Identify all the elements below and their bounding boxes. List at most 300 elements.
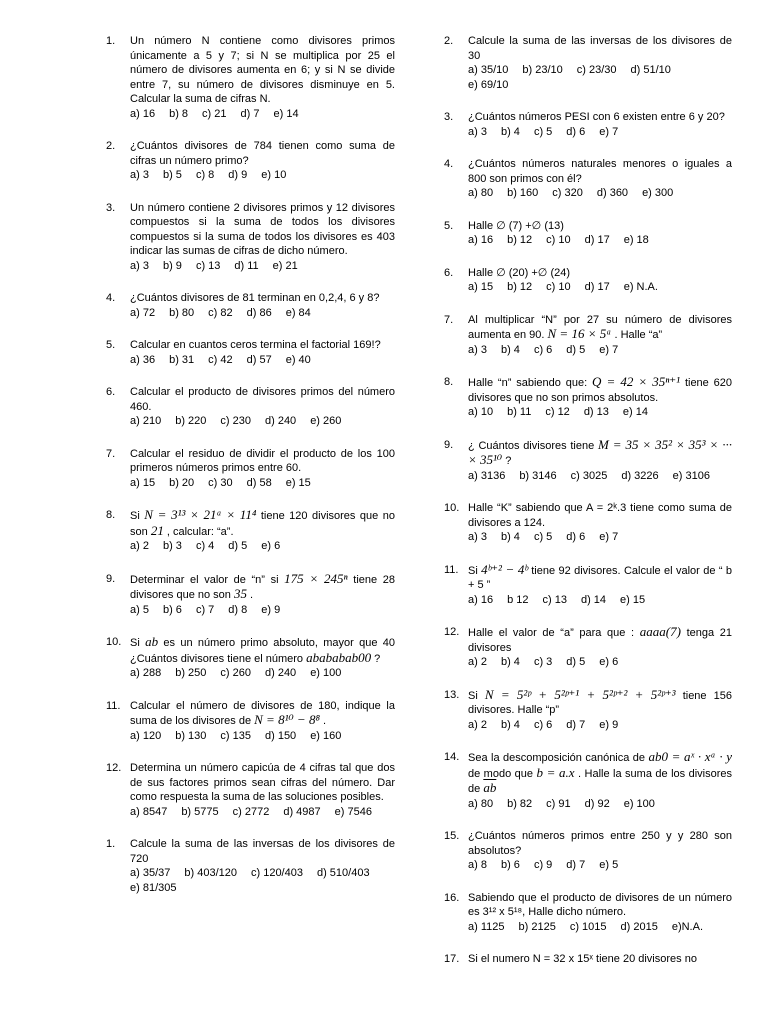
question-text — [468, 829, 732, 858]
question-number: 11. — [444, 563, 459, 576]
answer-option: b) 4 — [500, 656, 520, 668]
question-text-body: Halle ∅ (7) +∅ (13) — [468, 219, 564, 232]
question-item — [436, 266, 732, 295]
question-item — [436, 625, 732, 670]
question-text — [130, 338, 395, 353]
question-text-part: ? — [505, 455, 512, 467]
question-text-body: Un número contiene 2 divisores primos y 12 divisores compuestos si la suma de todos los divisores compuestos si la suma de todos los divisores es 403 indicar las sumas de cifras de dicho número. — [130, 201, 395, 257]
question-item — [436, 219, 732, 248]
question-number: 4. — [106, 292, 116, 304]
math-formula: N = 16 × 5ᵃ — [547, 326, 612, 341]
question-text-part: de modo que — [468, 767, 534, 780]
question-text-part: Sea la descomposición canónica de — [468, 752, 646, 764]
answer-option: d) 2015 — [620, 920, 658, 933]
answer-option: b) 4 — [500, 531, 520, 543]
answer-option: d) 7 — [240, 107, 260, 120]
question-text — [130, 508, 395, 539]
answer-option: e) 9 — [599, 718, 619, 731]
answer-options — [130, 666, 395, 681]
answer-option: d) 5 — [566, 343, 586, 356]
answer-option: c) 120/403 — [250, 867, 303, 879]
question-text — [130, 572, 395, 603]
question-text — [130, 291, 395, 306]
answer-option: a) 80 — [468, 797, 494, 810]
answer-option: e) 260 — [310, 415, 342, 427]
question-text — [468, 501, 732, 530]
answer-option: a) 3 — [130, 169, 149, 181]
question-number: 2. — [444, 35, 454, 47]
question-text-part: . — [323, 715, 327, 727]
question-text-part: , calcular: “a”. — [166, 525, 234, 538]
answer-option: e) N.A. — [623, 281, 658, 293]
math-formula: $\overline{ab}$ — [483, 780, 497, 795]
question-text-body: Halle ∅ (20) +∅ (24) — [468, 266, 571, 279]
question-item — [436, 375, 732, 420]
answer-options — [130, 476, 395, 491]
question-item — [98, 447, 395, 491]
answer-option: e) 160 — [310, 729, 342, 742]
answer-option: d) 510/403 — [316, 867, 370, 879]
question-number: 10. — [106, 636, 122, 648]
answer-option: a) 16 — [468, 593, 494, 606]
question-text-part: Si — [468, 564, 478, 577]
question-text — [468, 219, 732, 234]
question-number: 8. — [106, 509, 116, 521]
answer-option: a) 3 — [468, 125, 487, 138]
answer-options — [468, 593, 732, 608]
answer-option: e) 21 — [272, 259, 298, 272]
question-text-part: Determinar el valor de “n” si — [130, 573, 279, 586]
question-text-body: ¿Cuántos divisores de 81 terminan en 0,2,4, 6 y 8? — [130, 292, 380, 304]
math-formula: ab — [145, 634, 159, 649]
answer-option: c) 13 — [542, 593, 567, 606]
answer-option: b) 11 — [507, 406, 532, 418]
answer-option: b) 8 — [169, 107, 189, 120]
question-item — [98, 761, 395, 819]
question-text — [130, 699, 395, 729]
answer-option: a) 35/10 — [468, 64, 509, 76]
answer-option: e) 69/10 — [468, 78, 509, 91]
question-text-part: tenga 21 divisores — [468, 627, 733, 654]
answer-option: e) 6 — [599, 656, 619, 668]
answer-option: d) 14 — [580, 593, 607, 606]
question-item — [436, 829, 732, 873]
answer-option: a) 35/37 — [130, 867, 171, 879]
question-number: 11. — [106, 699, 121, 712]
answer-option: e) 7546 — [334, 805, 372, 818]
answer-options — [130, 866, 395, 895]
answer-options — [468, 343, 732, 358]
answer-option: a) 72 — [130, 306, 156, 319]
answer-option: b) 4 — [500, 343, 520, 356]
question-text-part: Si — [130, 637, 140, 649]
question-text — [130, 635, 395, 666]
answer-options — [468, 797, 732, 812]
answer-option: b) 20 — [169, 476, 195, 489]
answer-option: d) 11 — [234, 259, 259, 272]
answer-options — [130, 107, 395, 122]
answer-option: c) 230 — [220, 415, 251, 427]
question-number: 2. — [106, 140, 116, 152]
question-text — [468, 375, 732, 405]
question-item — [98, 385, 395, 429]
question-text-part: . Halle la suma de los divisores de — [468, 767, 733, 795]
question-text-part: tiene 92 divisores. Calcule el valor de “ b + 5 ” — [468, 564, 732, 591]
answer-option: b) 5 — [162, 169, 182, 181]
question-text — [468, 625, 732, 655]
question-number: 9. — [106, 572, 116, 585]
answer-option: c) 3025 — [570, 469, 608, 482]
answer-option: e)N.A. — [671, 920, 704, 933]
question-text — [130, 201, 395, 259]
answer-option: b) 403/120 — [184, 867, 237, 879]
answer-option: e) 18 — [623, 234, 649, 246]
answer-option: a) 15 — [130, 476, 156, 489]
math-formula: N = 5²ᵖ + 5²ᵖ⁺¹ + 5²ᵖ⁺² + 5²ᵖ⁺³ — [484, 686, 676, 702]
question-text — [468, 157, 732, 186]
answer-option: b) 6 — [162, 603, 182, 616]
question-text — [468, 438, 732, 469]
answer-option: b) 130 — [175, 729, 207, 742]
answer-option: e) 6 — [261, 540, 281, 552]
math-formula: 175 × 245ⁿ — [284, 570, 348, 586]
answer-option: b) 3146 — [519, 469, 557, 482]
answer-option: d) 150 — [264, 729, 297, 742]
answer-option: c) 6 — [533, 718, 553, 731]
answer-options — [468, 405, 732, 420]
answer-options — [468, 233, 732, 248]
answer-option: b) 80 — [169, 306, 195, 319]
math-formula: b = a.x — [536, 764, 575, 780]
answer-options — [468, 469, 732, 484]
answer-option: a) 2 — [468, 656, 487, 668]
math-formula: abababab00 — [306, 649, 372, 665]
answer-option: c) 320 — [552, 187, 583, 199]
answer-option: e) 3106 — [672, 469, 710, 482]
answer-option: c) 5 — [533, 125, 553, 138]
answer-option: e) 14 — [622, 406, 648, 418]
answer-option: c) 8 — [195, 169, 215, 181]
answer-option: b) 5775 — [181, 805, 219, 818]
answer-option: a) 288 — [130, 667, 162, 679]
answer-option: a) 80 — [468, 187, 494, 199]
question-text-part: tiene 28 divisores que no son — [130, 573, 395, 601]
answer-option: e) 9 — [261, 603, 281, 616]
answer-option: d) 51/10 — [630, 64, 671, 76]
question-number: 3. — [106, 201, 116, 214]
question-text — [468, 891, 732, 920]
answer-option: e) 84 — [285, 306, 311, 319]
question-item — [436, 688, 732, 733]
answer-option: b) 31 — [169, 353, 195, 366]
question-text-body: Calcular el residuo de dividir el producto de los 100 primeros números primos entre 60. — [130, 447, 395, 474]
question-text-body: ¿Cuántos números PESI con 6 existen entre 6 y 20? — [468, 111, 725, 123]
answer-options — [468, 125, 732, 140]
math-formula: 4ᵇ⁺² − 4ᵇ — [481, 561, 528, 577]
answer-option: e) 14 — [273, 107, 299, 120]
answer-option: e) 7 — [599, 343, 619, 356]
answer-option: b) 3 — [162, 540, 182, 552]
answer-options — [130, 539, 395, 554]
answer-option: c) 10 — [546, 281, 571, 293]
question-text — [130, 761, 395, 805]
answer-option: a) 3136 — [468, 469, 506, 482]
question-number: 8. — [444, 376, 454, 388]
answer-option: b) 12 — [507, 234, 533, 246]
answer-option: d) 6 — [566, 531, 586, 543]
question-text — [130, 837, 395, 866]
answer-options — [130, 414, 395, 429]
math-formula: ab0 = aˣ · xᵃ · y — [648, 749, 732, 764]
math-formula: 21 — [150, 522, 164, 538]
question-text-body: Calcular el producto de divisores primos del número 460. — [130, 386, 395, 413]
answer-option: a) 8 — [468, 859, 487, 871]
question-number: 14. — [444, 751, 460, 763]
answer-options — [130, 306, 395, 321]
answer-option: d) 6 — [566, 125, 586, 138]
answer-option: d) 13 — [583, 406, 609, 418]
answer-option: d) 17 — [584, 234, 610, 246]
answer-option: d) 240 — [264, 667, 297, 679]
question-text-part: Si — [468, 689, 478, 702]
answer-option: d) 57 — [246, 353, 272, 366]
math-formula: N = 3¹³ × 21ᵃ × 11⁴ — [144, 507, 257, 522]
question-item — [436, 313, 732, 358]
question-text — [468, 688, 732, 718]
answer-option: b) 250 — [175, 667, 207, 679]
answer-option: b) 160 — [507, 187, 539, 199]
question-item — [436, 110, 732, 139]
answer-option: d) 4987 — [283, 805, 321, 818]
question-number: 4. — [444, 158, 454, 170]
answer-option: c) 7 — [195, 603, 215, 616]
question-item — [98, 508, 395, 554]
question-text-body: ¿Cuántos números naturales menores o iguales a 800 son primos con él? — [468, 158, 732, 185]
answer-option: e) 15 — [285, 476, 311, 489]
answer-option: d) 3226 — [621, 469, 659, 482]
answer-option: a) 2 — [130, 540, 149, 552]
question-item — [98, 34, 395, 121]
answer-option: c) 82 — [208, 306, 233, 319]
answer-option: b) 23/10 — [522, 64, 563, 76]
answer-options — [130, 353, 395, 368]
question-text-part: tiene 156 divisores. Halle “p” — [468, 689, 732, 716]
question-text — [468, 34, 732, 63]
question-number: 15. — [444, 830, 460, 842]
question-number: 6. — [106, 386, 116, 398]
answer-options — [468, 530, 732, 545]
question-item — [98, 338, 395, 367]
question-item — [436, 891, 732, 935]
question-item — [436, 952, 732, 967]
answer-option: b) 6 — [500, 859, 520, 871]
answer-option: d) 9 — [228, 169, 248, 181]
answer-option: c) 42 — [208, 353, 233, 366]
question-number: 5. — [106, 339, 116, 351]
math-formula: 35 — [233, 586, 247, 601]
question-number: 5. — [444, 219, 454, 232]
question-text — [130, 447, 395, 476]
answer-option: e) 5 — [599, 859, 619, 871]
answer-options — [468, 858, 732, 873]
answer-option: e) 100 — [310, 667, 342, 679]
answer-option: e) 100 — [623, 797, 655, 810]
answer-option: c) 9 — [533, 859, 553, 871]
question-text-part: . Halle “a” — [614, 329, 663, 341]
answer-option: a) 3 — [468, 531, 487, 543]
question-number: 1. — [106, 35, 116, 47]
question-text-body: Si el numero N = 32 x 15ˣ tiene 20 divisores no — [468, 953, 697, 965]
question-text — [468, 952, 732, 967]
answer-option: e) 81/305 — [130, 881, 177, 894]
question-text — [468, 313, 732, 343]
math-formula: M = 35 × 35² × 35³ × ··· × 35¹⁰ — [468, 436, 732, 467]
answer-option: a) 3 — [468, 343, 487, 356]
question-text-part: tiene 120 divisores que no son — [130, 510, 395, 538]
answer-option: c) 91 — [546, 797, 571, 810]
question-text-body: Calcule la suma de las inversas de los divisores de 30 — [468, 35, 732, 62]
question-text — [468, 563, 732, 593]
question-number: 16. — [444, 891, 460, 904]
question-text-part: . — [250, 589, 254, 601]
answer-option: d) 92 — [584, 797, 610, 810]
question-text-part: tiene 620 divisores que no son primos absolutos. — [468, 377, 733, 404]
answer-option: d) 240 — [264, 415, 297, 427]
question-text-part: Al multiplicar “N” por 27 su número de divisores aumenta en 90. — [468, 313, 732, 341]
answer-option: a) 120 — [130, 729, 162, 742]
question-item — [98, 572, 395, 618]
question-text — [468, 266, 732, 281]
question-text — [468, 110, 732, 125]
answer-options — [468, 186, 732, 201]
answer-option: a) 10 — [468, 406, 494, 418]
answer-option: d) 5 — [228, 540, 248, 552]
answer-option: c) 21 — [202, 107, 227, 120]
question-text-body: ¿Cuántos números primos entre 250 y y 280 son absolutos? — [468, 830, 732, 857]
answer-option: a) 210 — [130, 415, 162, 427]
question-number: 10. — [444, 502, 460, 514]
question-item — [436, 750, 732, 811]
question-text — [130, 139, 395, 168]
answer-option: b) 2125 — [518, 920, 556, 933]
question-item — [436, 438, 732, 484]
question-text-body: ¿Cuántos divisores de 784 tienen como suma de cifras un número primo? — [130, 140, 395, 167]
right-column — [436, 34, 732, 985]
answer-option: d) 17 — [584, 281, 610, 293]
question-item — [436, 501, 732, 545]
answer-options — [468, 63, 732, 92]
question-text-body: Halle “K” sabiendo que A = 2ᵏ.3 tiene como suma de divisores a 124. — [468, 502, 732, 529]
answer-option: a) 3 — [130, 259, 149, 272]
question-text-body: Un número N contiene como divisores primos únicamente a 5 y 7; si N se multiplica por 25 el número de divisores aumenta en 6; y si N se divide entre 7, su número de divisores disminuye en 5. Calcular la suma de cifras N. — [130, 35, 395, 105]
answer-options — [468, 718, 732, 733]
answer-option: a) 15 — [468, 281, 494, 293]
question-text — [468, 750, 732, 797]
answer-option: e) 300 — [642, 187, 674, 199]
answer-option: d) 360 — [596, 187, 629, 199]
answer-option: a) 8547 — [130, 805, 168, 818]
question-text-body: Calcule la suma de las inversas de los divisores de 720 — [130, 838, 395, 865]
answer-option: c) 135 — [220, 729, 251, 742]
question-item — [436, 563, 732, 608]
answer-option: d) 8 — [228, 603, 248, 616]
answer-option: a) 36 — [130, 353, 156, 366]
question-number: 13. — [444, 688, 460, 701]
question-item — [436, 34, 732, 92]
answer-option: c) 13 — [195, 259, 221, 272]
question-number: 6. — [444, 266, 454, 279]
question-number: 9. — [444, 438, 454, 451]
answer-options — [130, 259, 395, 274]
answer-options — [468, 655, 732, 670]
question-text — [130, 34, 395, 107]
math-formula: Q = 42 × 35ⁿ⁺¹ — [592, 374, 681, 389]
question-item — [436, 157, 732, 201]
answer-options — [468, 280, 732, 295]
question-item — [98, 291, 395, 320]
answer-option: e) 40 — [285, 353, 311, 366]
answer-option: b) 12 — [507, 281, 533, 293]
answer-options — [130, 805, 395, 820]
answer-option: c) 2772 — [232, 805, 270, 818]
question-item — [98, 635, 395, 681]
question-text-body: Calcular en cuantos ceros termina el factorial 169!? — [130, 339, 381, 351]
answer-option: d) 58 — [246, 476, 272, 489]
question-item — [98, 699, 395, 744]
question-text-part: Calcular el número de divisores de 180, indique la suma de los divisores de — [130, 699, 395, 727]
answer-option: c) 12 — [545, 406, 570, 418]
answer-option: a) 5 — [130, 603, 149, 616]
question-text-body: Sabiendo que el producto de divisores de un número es 3¹² x 5¹⁸, Halle dicho número. — [468, 891, 732, 918]
question-number: 12. — [106, 762, 122, 774]
question-text-part: Halle el valor de “a” para que : — [468, 627, 635, 639]
question-number: 7. — [106, 447, 116, 460]
question-text-body: Determina un número capicúa de 4 cifras tal que dos de sus factores primos sean cifras del número. Dar como respuesta la suma de las soluciones posibles. — [130, 762, 395, 803]
answer-options — [130, 168, 395, 183]
math-formula: aaaa(7) — [639, 624, 681, 639]
answer-option: d) 7 — [566, 718, 586, 731]
answer-option: d) 7 — [566, 859, 586, 871]
answer-option: b) 4 — [500, 718, 520, 731]
answer-option: a) 2 — [468, 718, 487, 731]
question-item — [98, 139, 395, 183]
answer-option: e) 10 — [261, 169, 287, 181]
answer-option: c) 260 — [220, 667, 251, 679]
question-number: 17. — [444, 953, 460, 965]
answer-option: b) 220 — [175, 415, 207, 427]
question-number: 3. — [444, 111, 454, 123]
answer-option: c) 5 — [533, 531, 553, 543]
answer-option: d) 86 — [246, 306, 272, 319]
question-item — [98, 201, 395, 274]
answer-option: e) 7 — [599, 531, 619, 543]
answer-option: e) 15 — [620, 593, 646, 606]
question-number: 7. — [444, 313, 454, 326]
question-text-part: es un número primo absoluto, mayor que 40 ¿Cuántos divisores tiene el número — [130, 637, 395, 665]
answer-option: e) 7 — [599, 125, 619, 138]
question-number: 1. — [106, 838, 116, 850]
answer-options — [468, 920, 732, 935]
question-text-part: ? — [374, 652, 381, 665]
answer-option: d) 5 — [566, 656, 586, 668]
answer-option: b) 9 — [162, 259, 182, 272]
answer-option: c) 23/30 — [576, 64, 617, 76]
answer-option: c) 4 — [195, 540, 215, 552]
answer-option: a) 1125 — [468, 920, 505, 933]
answer-option: c) 10 — [546, 234, 571, 246]
answer-option: a) 16 — [130, 107, 156, 120]
answer-options — [130, 729, 395, 744]
